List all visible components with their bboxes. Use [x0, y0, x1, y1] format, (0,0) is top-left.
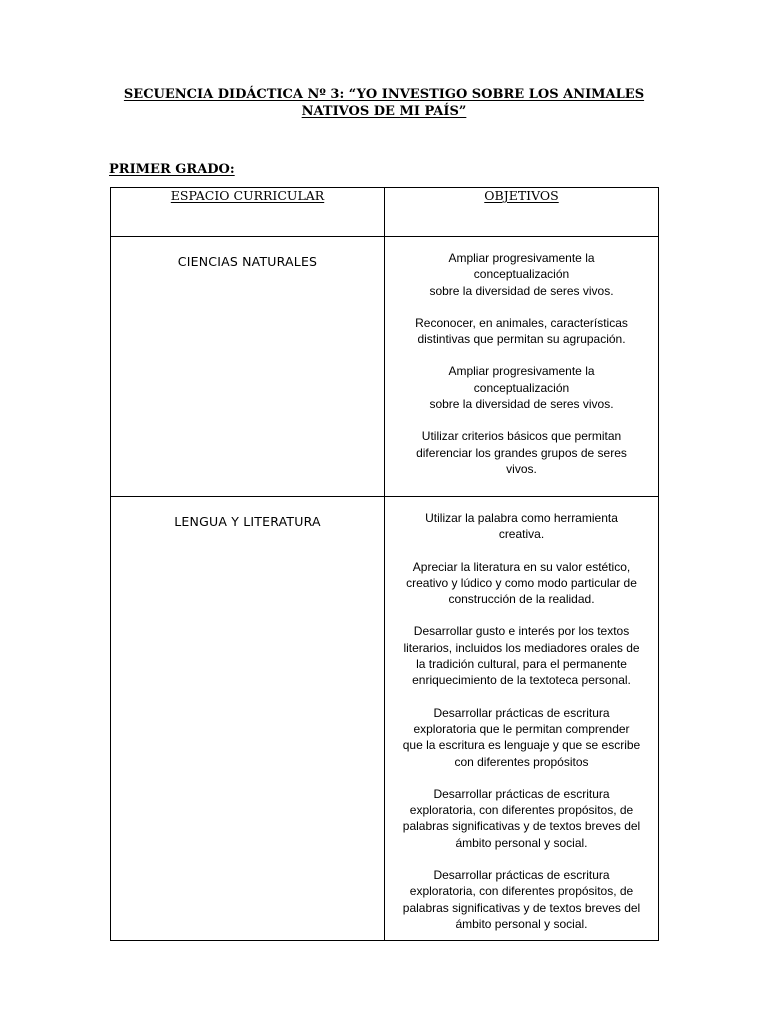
area-cell-lengua-y-literatura: LENGUA Y LITERATURA [111, 497, 385, 941]
objective-item: Apreciar la literatura en su valor estético, creativo y lúdico y como modo particular de construcción de la realidad. [406, 559, 637, 607]
objectives-cell-lengua-y-literatura [385, 497, 659, 941]
objective-item: Desarrollar prácticas de escritura exploratoria, con diferentes propósitos, de palabras significativas y de textos breves del ámbito personal y social. [402, 786, 641, 850]
document-title-line-1: SECUENCIA DIDÁCTICA Nº 3: “YO INVESTIGO SOBRE LOS ANIMALES [123, 87, 645, 102]
table-row [111, 497, 659, 941]
objective-item: Desarrollar prácticas de escritura exploratoria que le permitan comprender que la escritura es lenguaje y que se escribe con diferentes propósitos [402, 705, 641, 769]
header-espacio-curricular: ESPACIO CURRICULAR [111, 188, 385, 237]
area-cell-ciencias-naturales: CIENCIAS NATURALES [111, 237, 385, 497]
objective-item: Ampliar progresivamente la conceptualización sobre la diversidad de seres vivos. [429, 364, 614, 412]
document-title-line-2: NATIVOS DE MI PAÍS” [301, 104, 467, 119]
objectives-cell-ciencias-naturales [385, 237, 659, 497]
document-title [110, 86, 658, 120]
grade-heading: PRIMER GRADO: [109, 162, 235, 177]
objective-item: Utilizar criterios básicos que permitan diferenciar los grandes grupos de seres vivos. [416, 429, 627, 476]
objective-item: Desarrollar gusto e interés por los textos literarios, incluidos los mediadores orales de la tradición cultural, para el permanente enriquecimiento de la textoteca personal. [403, 624, 640, 688]
objective-item: Desarrollar prácticas de escritura exploratoria, con diferentes propósitos, de palabras significativas y de textos breves del ámbito personal y social. [402, 868, 641, 931]
objective-item: Utilizar la palabra como herramienta creativa. [425, 511, 618, 542]
header-objetivos: OBJETIVOS [385, 188, 659, 237]
table-header-row [111, 188, 659, 237]
objective-item: Ampliar progresivamente la conceptualización sobre la diversidad de seres vivos. [429, 251, 614, 298]
curriculum-table [110, 187, 659, 941]
table-row [111, 237, 659, 497]
objective-item: Reconocer, en animales, características distintivas que permitan su agrupación. [415, 315, 628, 347]
